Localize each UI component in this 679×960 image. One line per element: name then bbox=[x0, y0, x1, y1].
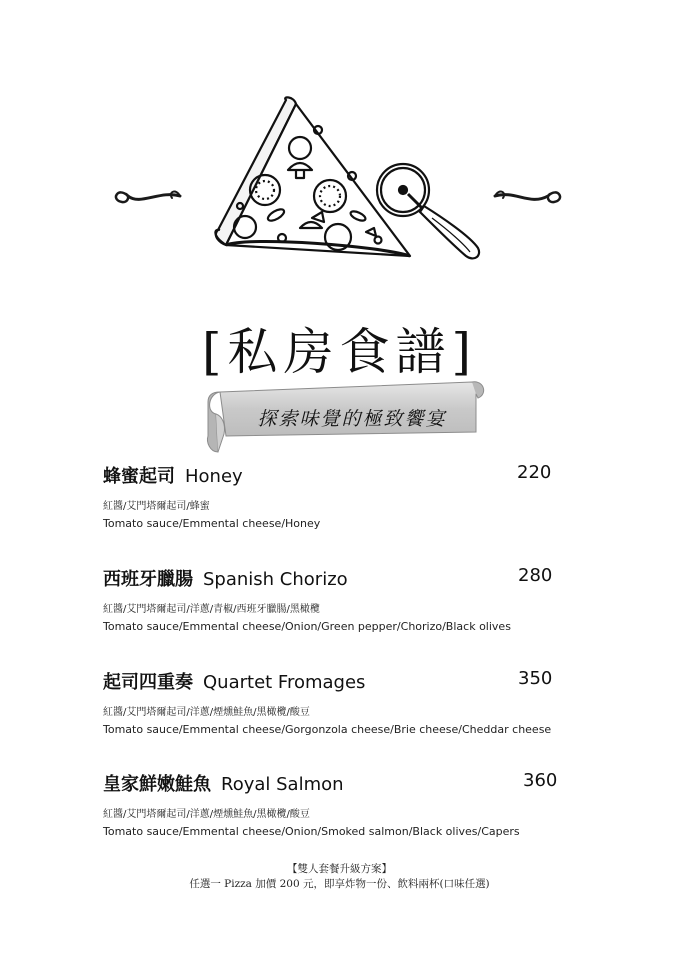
menu-item-price: 350 bbox=[518, 668, 553, 689]
menu-item-price: 280 bbox=[518, 565, 553, 586]
menu-item-name-en: Royal Salmon bbox=[221, 774, 344, 795]
set-upgrade-note: 任選一 Pizza 加價 200 元，即享炸物一份、飲料兩杯(口味任選) bbox=[189, 878, 490, 890]
swirl-ornament-left-icon bbox=[116, 192, 180, 203]
menu-item-ingredients-en: Tomato sauce/Emmental cheese/Onion/Green pepper/Chorizo/Black olives bbox=[103, 620, 511, 633]
page-title: [私房食譜] bbox=[201, 323, 477, 381]
pizza-illustration bbox=[0, 0, 679, 300]
menu-item-name-zh: 西班牙臘腸 bbox=[103, 569, 193, 590]
swirl-ornament-right-icon bbox=[495, 192, 560, 203]
menu-item-name-zh: 起司四重奏 bbox=[103, 672, 193, 693]
menu-item-ingredients-zh: 紅醬/艾門塔爾起司/蜂蜜 bbox=[103, 501, 210, 512]
menu-item-name-zh: 蜂蜜起司 bbox=[103, 466, 175, 487]
menu-item-price: 360 bbox=[523, 770, 558, 791]
menu-item-name bbox=[103, 565, 348, 591]
menu-item-ingredients-zh: 紅醬/艾門塔爾起司/洋蔥/煙燻鮭魚/黑橄欖/酸豆 bbox=[103, 809, 310, 820]
menu-item-name bbox=[103, 770, 344, 796]
menu-item-name-en: Quartet Fromages bbox=[203, 672, 366, 693]
menu-item-name bbox=[103, 668, 365, 694]
page-subtitle: 探索味覺的極致饗宴 bbox=[257, 408, 447, 430]
menu-item-ingredients-zh: 紅醬/艾門塔爾起司/洋蔥/青椒/西班牙臘腸/黑橄欖 bbox=[103, 604, 320, 615]
menu-item-name-en: Honey bbox=[185, 466, 243, 487]
menu-item-name-en: Spanish Chorizo bbox=[203, 569, 348, 590]
set-upgrade-heading: 【雙人套餐升級方案】 bbox=[287, 863, 392, 875]
menu-item-ingredients-en: Tomato sauce/Emmental cheese/Honey bbox=[103, 517, 321, 530]
menu-item-ingredients-en: Tomato sauce/Emmental cheese/Onion/Smoked salmon/Black olives/Capers bbox=[103, 825, 520, 838]
menu-item-name bbox=[103, 462, 243, 488]
menu-item-ingredients-en: Tomato sauce/Emmental cheese/Gorgonzola cheese/Brie cheese/Cheddar cheese bbox=[103, 723, 552, 736]
menu-item-price: 220 bbox=[517, 462, 552, 483]
menu-item-ingredients-zh: 紅醬/艾門塔爾起司/洋蔥/煙燻鮭魚/黑橄欖/酸豆 bbox=[103, 707, 310, 718]
menu-item-name-zh: 皇家鮮嫩鮭魚 bbox=[103, 774, 211, 795]
